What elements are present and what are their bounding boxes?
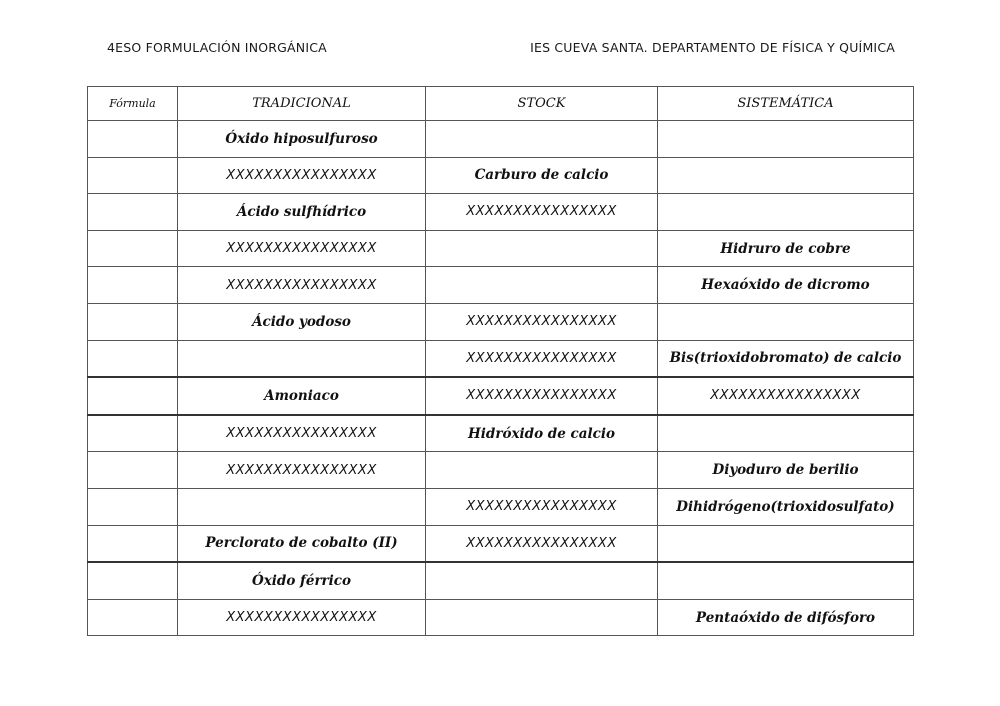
table-row bbox=[88, 415, 914, 452]
systematic-cell: Diyoduro de berilio bbox=[658, 452, 914, 489]
formula-cell[interactable] bbox=[88, 340, 178, 377]
column-header-systematic: SISTEMÁTICA bbox=[658, 87, 914, 121]
table-row bbox=[88, 377, 914, 415]
formula-cell[interactable] bbox=[88, 303, 178, 340]
traditional-cell: XXXXXXXXXXXXXXXX bbox=[178, 599, 426, 636]
worksheet-title: 4ESO FORMULACIÓN INORGÁNICA bbox=[107, 40, 327, 55]
table-row bbox=[88, 562, 914, 599]
traditional-cell: XXXXXXXXXXXXXXXX bbox=[178, 452, 426, 489]
traditional-cell: Amoniaco bbox=[178, 377, 426, 415]
table-row bbox=[88, 157, 914, 194]
formula-cell[interactable] bbox=[88, 377, 178, 415]
traditional-cell: XXXXXXXXXXXXXXXX bbox=[178, 230, 426, 267]
traditional-cell[interactable] bbox=[178, 488, 426, 525]
traditional-cell: Perclorato de cobalto (II) bbox=[178, 525, 426, 562]
table-row bbox=[88, 230, 914, 267]
traditional-cell: Óxido hiposulfuroso bbox=[178, 121, 426, 158]
traditional-cell: XXXXXXXXXXXXXXXX bbox=[178, 415, 426, 452]
table-row bbox=[88, 303, 914, 340]
stock-cell: XXXXXXXXXXXXXXXX bbox=[426, 488, 658, 525]
formula-cell[interactable] bbox=[88, 452, 178, 489]
stock-cell: Carburo de calcio bbox=[426, 157, 658, 194]
systematic-cell[interactable] bbox=[658, 562, 914, 599]
formulation-table bbox=[87, 86, 914, 636]
systematic-cell: Bis(trioxidobromato) de calcio bbox=[658, 340, 914, 377]
table-row bbox=[88, 452, 914, 489]
table-row bbox=[88, 488, 914, 525]
traditional-cell: XXXXXXXXXXXXXXXX bbox=[178, 157, 426, 194]
stock-cell[interactable] bbox=[426, 599, 658, 636]
traditional-cell: Óxido férrico bbox=[178, 562, 426, 599]
traditional-cell: Ácido sulfhídrico bbox=[178, 194, 426, 231]
formula-cell[interactable] bbox=[88, 267, 178, 304]
formula-cell[interactable] bbox=[88, 230, 178, 267]
formula-cell[interactable] bbox=[88, 157, 178, 194]
traditional-cell[interactable] bbox=[178, 340, 426, 377]
formula-cell[interactable] bbox=[88, 415, 178, 452]
formula-cell[interactable] bbox=[88, 562, 178, 599]
formula-cell[interactable] bbox=[88, 599, 178, 636]
systematic-cell: Hidruro de cobre bbox=[658, 230, 914, 267]
systematic-cell[interactable] bbox=[658, 415, 914, 452]
systematic-cell[interactable] bbox=[658, 303, 914, 340]
table-row bbox=[88, 525, 914, 562]
department-label: IES CUEVA SANTA. DEPARTAMENTO DE FÍSICA Y QUÍMICA bbox=[530, 40, 895, 55]
column-header-traditional: TRADICIONAL bbox=[178, 87, 426, 121]
systematic-cell: Pentaóxido de difósforo bbox=[658, 599, 914, 636]
traditional-cell: XXXXXXXXXXXXXXXX bbox=[178, 267, 426, 304]
stock-cell: XXXXXXXXXXXXXXXX bbox=[426, 303, 658, 340]
systematic-cell: XXXXXXXXXXXXXXXX bbox=[658, 377, 914, 415]
stock-cell: XXXXXXXXXXXXXXXX bbox=[426, 377, 658, 415]
systematic-cell[interactable] bbox=[658, 121, 914, 158]
formula-cell[interactable] bbox=[88, 121, 178, 158]
stock-cell: XXXXXXXXXXXXXXXX bbox=[426, 194, 658, 231]
systematic-cell[interactable] bbox=[658, 157, 914, 194]
table-row bbox=[88, 121, 914, 158]
table-row bbox=[88, 267, 914, 304]
stock-cell: XXXXXXXXXXXXXXXX bbox=[426, 525, 658, 562]
traditional-cell: Ácido yodoso bbox=[178, 303, 426, 340]
systematic-cell: Dihidrógeno(trioxidosulfato) bbox=[658, 488, 914, 525]
stock-cell: Hidróxido de calcio bbox=[426, 415, 658, 452]
table-row bbox=[88, 599, 914, 636]
systematic-cell: Hexaóxido de dicromo bbox=[658, 267, 914, 304]
formula-cell[interactable] bbox=[88, 525, 178, 562]
stock-cell[interactable] bbox=[426, 121, 658, 158]
stock-cell[interactable] bbox=[426, 452, 658, 489]
stock-cell[interactable] bbox=[426, 267, 658, 304]
systematic-cell[interactable] bbox=[658, 525, 914, 562]
column-header-stock: STOCK bbox=[426, 87, 658, 121]
table-row bbox=[88, 194, 914, 231]
column-header-formula: Fórmula bbox=[88, 87, 178, 121]
formula-cell[interactable] bbox=[88, 488, 178, 525]
formula-cell[interactable] bbox=[88, 194, 178, 231]
table-row bbox=[88, 340, 914, 377]
stock-cell[interactable] bbox=[426, 230, 658, 267]
table-header-row bbox=[88, 87, 914, 121]
stock-cell[interactable] bbox=[426, 562, 658, 599]
stock-cell: XXXXXXXXXXXXXXXX bbox=[426, 340, 658, 377]
systematic-cell[interactable] bbox=[658, 194, 914, 231]
